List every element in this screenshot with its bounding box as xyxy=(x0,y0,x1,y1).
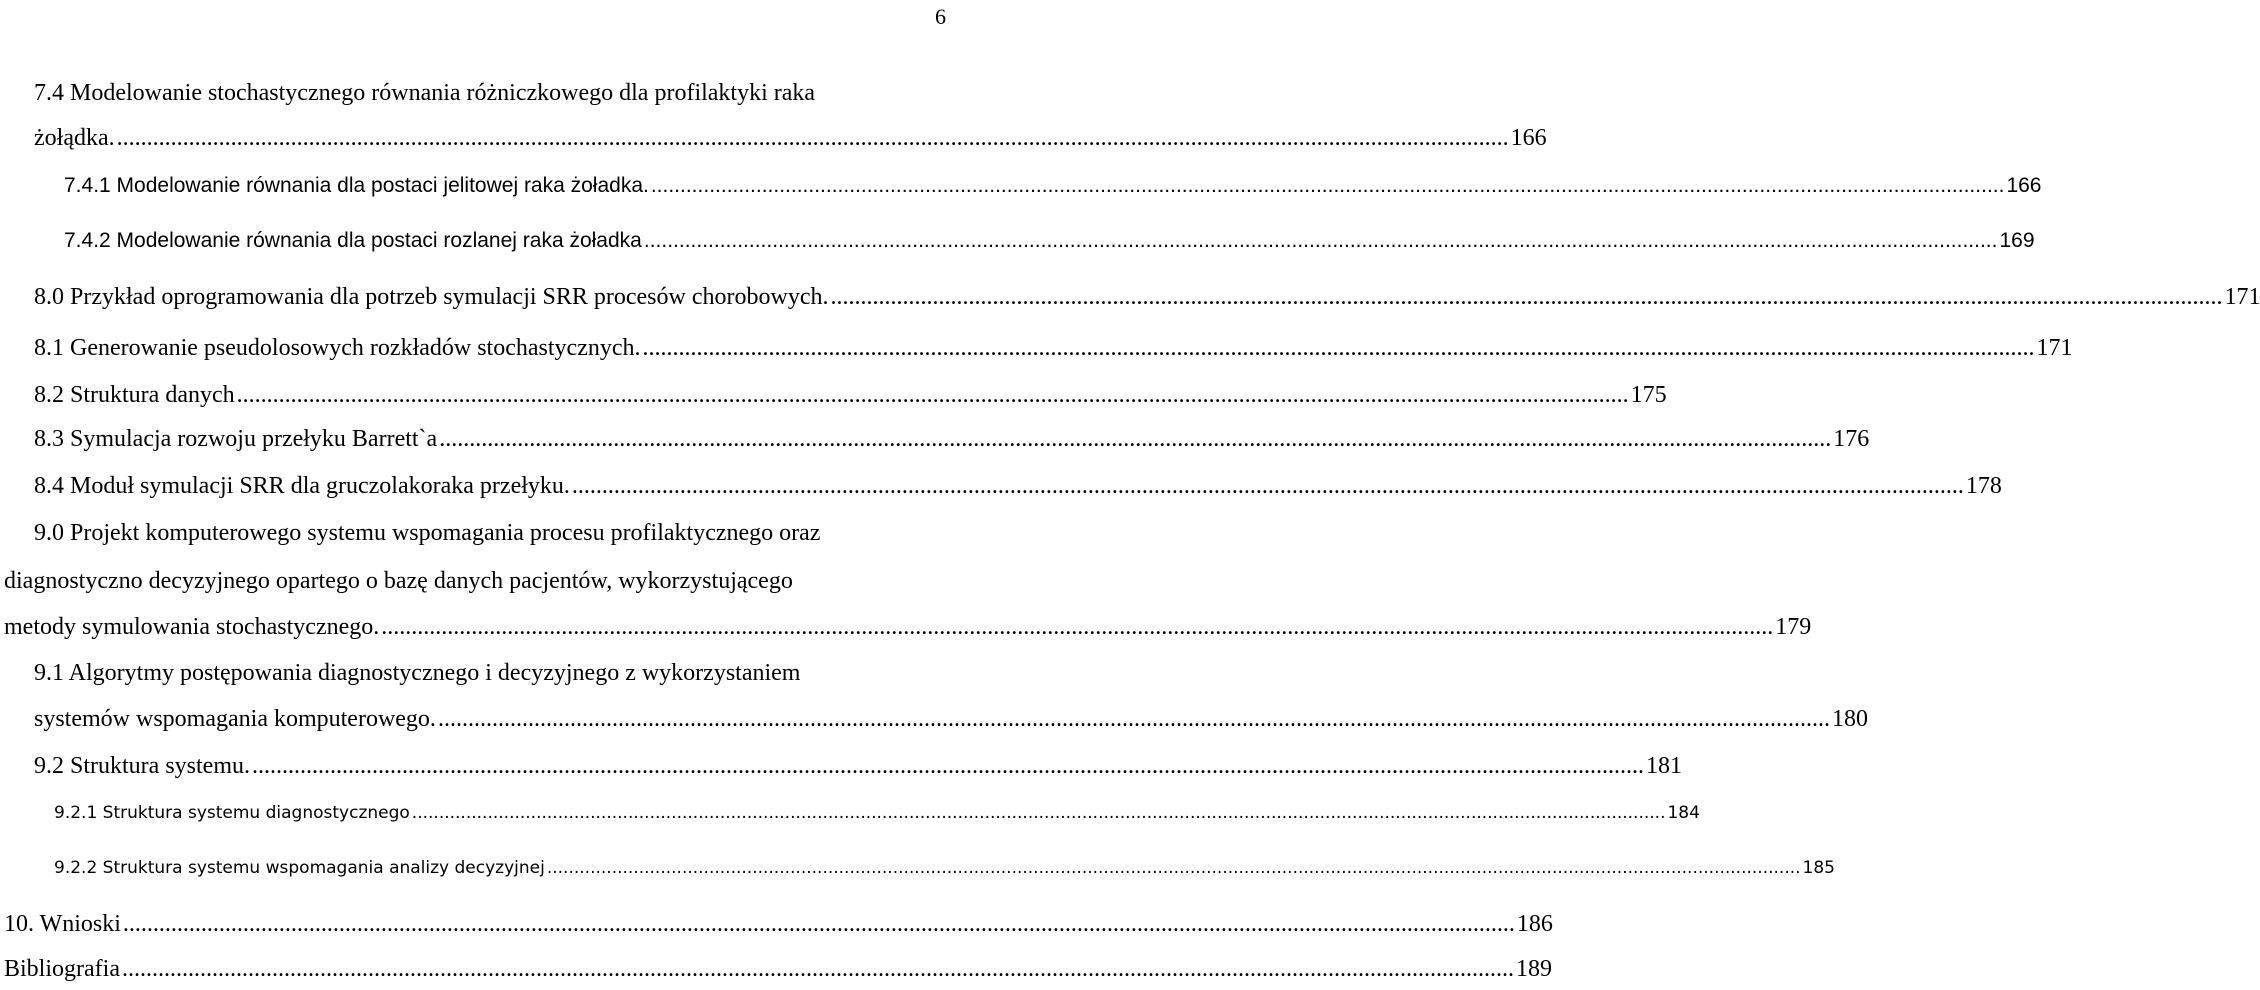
toc-entry-title: 7.4.2 Modelowanie równania dla postaci rozlanej raka żoładka xyxy=(64,229,642,252)
toc-entry-8-0[interactable] xyxy=(34,284,2260,311)
toc-page-number: 171 xyxy=(2036,335,2073,361)
toc-entry-title: 10. Wnioski xyxy=(4,911,121,937)
toc-entry-title: systemów wspomagania komputerowego. xyxy=(34,706,436,732)
dot-leader xyxy=(252,753,1644,780)
toc-entry-title: żołądka. xyxy=(34,125,115,151)
toc-entry-9-0-line2: diagnostyczno decyzyjnego opartego o bazę danych pacjentów, wykorzystującego xyxy=(4,568,793,594)
dot-leader xyxy=(438,706,1830,733)
toc-entry-7-4[interactable] xyxy=(34,125,1547,152)
toc-entry-7-4-1[interactable] xyxy=(64,174,2042,198)
toc-entry-7-4-line1: 7.4 Modelowanie stochastycznego równania różniczkowego dla profilaktyki raka xyxy=(34,80,816,106)
toc-entry-title: 8.4 Moduł symulacji SRR dla gruczolakoraka przełyku. xyxy=(34,473,570,499)
dot-leader xyxy=(830,284,2222,311)
dot-leader xyxy=(122,956,1514,983)
toc-entry-9-2-1[interactable] xyxy=(54,803,1700,823)
toc-entry-title: 9.2.2 Struktura systemu wspomagania analizy decyzyjnej xyxy=(54,858,545,878)
toc-entry-title: 8.2 Struktura danych xyxy=(34,382,235,408)
dot-leader xyxy=(381,614,1773,641)
toc-entry-title: 7.4.1 Modelowanie równania dla postaci jelitowej raka żoładka. xyxy=(64,174,649,197)
toc-entry-9-0-line1: 9.0 Projekt komputerowego systemu wspomagania procesu profilaktycznego oraz xyxy=(34,520,821,546)
toc-entry-title: 9.2 Struktura systemu. xyxy=(34,753,250,779)
toc-page-number: 179 xyxy=(1775,614,1812,640)
dot-leader xyxy=(643,335,2035,362)
toc-entry-10[interactable] xyxy=(4,911,1553,938)
toc-entry-8-1[interactable] xyxy=(34,335,2073,362)
dot-leader xyxy=(651,174,2005,198)
toc-page-number: 171 xyxy=(2224,284,2260,310)
dot-leader xyxy=(547,858,1801,878)
toc-entry-9-1-line1: 9.1 Algorytmy postępowania diagnostycznego i decyzyjnego z wykorzystaniem xyxy=(34,660,801,686)
toc-page-number: 169 xyxy=(1999,229,2035,252)
dot-leader xyxy=(123,911,1515,938)
toc-page-number: 178 xyxy=(1965,473,2002,499)
dot-leader xyxy=(572,473,1964,500)
toc-page-number: 166 xyxy=(2006,174,2042,197)
toc-page-number: 185 xyxy=(1802,858,1835,878)
toc-entry-8-2[interactable] xyxy=(34,382,1667,409)
dot-leader xyxy=(117,125,1509,152)
toc-entry-title: 8.1 Generowanie pseudolosowych rozkładów stochastycznych. xyxy=(34,335,641,361)
toc-entry-9-0[interactable] xyxy=(4,614,1812,641)
page-number: 6 xyxy=(935,4,946,29)
toc-page-number: 166 xyxy=(1510,125,1547,151)
toc-entry-7-4-2[interactable] xyxy=(64,229,2035,253)
dot-leader xyxy=(644,229,1998,253)
dot-leader xyxy=(412,803,1666,823)
toc-entry-9-1[interactable] xyxy=(34,706,1868,733)
toc-entry-title: metody symulowania stochastycznego. xyxy=(4,614,380,640)
toc-entry-9-2-2[interactable] xyxy=(54,858,1835,878)
toc-page-number: 181 xyxy=(1646,753,1682,779)
toc-page-number: 184 xyxy=(1667,803,1700,823)
dot-leader xyxy=(237,382,1629,409)
toc-entry-title: 8.3 Symulacja rozwoju przełyku Barrett`a xyxy=(34,426,438,452)
dot-leader xyxy=(439,426,1831,453)
toc-entry-bibliografia[interactable] xyxy=(4,956,1552,983)
toc-entry-title: Bibliografia xyxy=(4,956,120,982)
toc-page-number: 176 xyxy=(1833,426,1870,452)
toc-entry-title: 8.0 Przykład oprogramowania dla potrzeb symulacji SRR procesów chorobowych. xyxy=(34,284,829,310)
toc-page-number: 186 xyxy=(1516,911,1553,937)
toc-entry-8-4[interactable] xyxy=(34,473,2002,500)
toc-page-number: 180 xyxy=(1831,706,1868,732)
toc-entry-title: 9.2.1 Struktura systemu diagnostycznego xyxy=(54,803,410,823)
toc-entry-9-2[interactable] xyxy=(34,753,1682,780)
toc-page-number: 175 xyxy=(1630,382,1667,408)
toc-page-number: 189 xyxy=(1515,956,1552,982)
toc-entry-8-3[interactable] xyxy=(34,426,1870,453)
